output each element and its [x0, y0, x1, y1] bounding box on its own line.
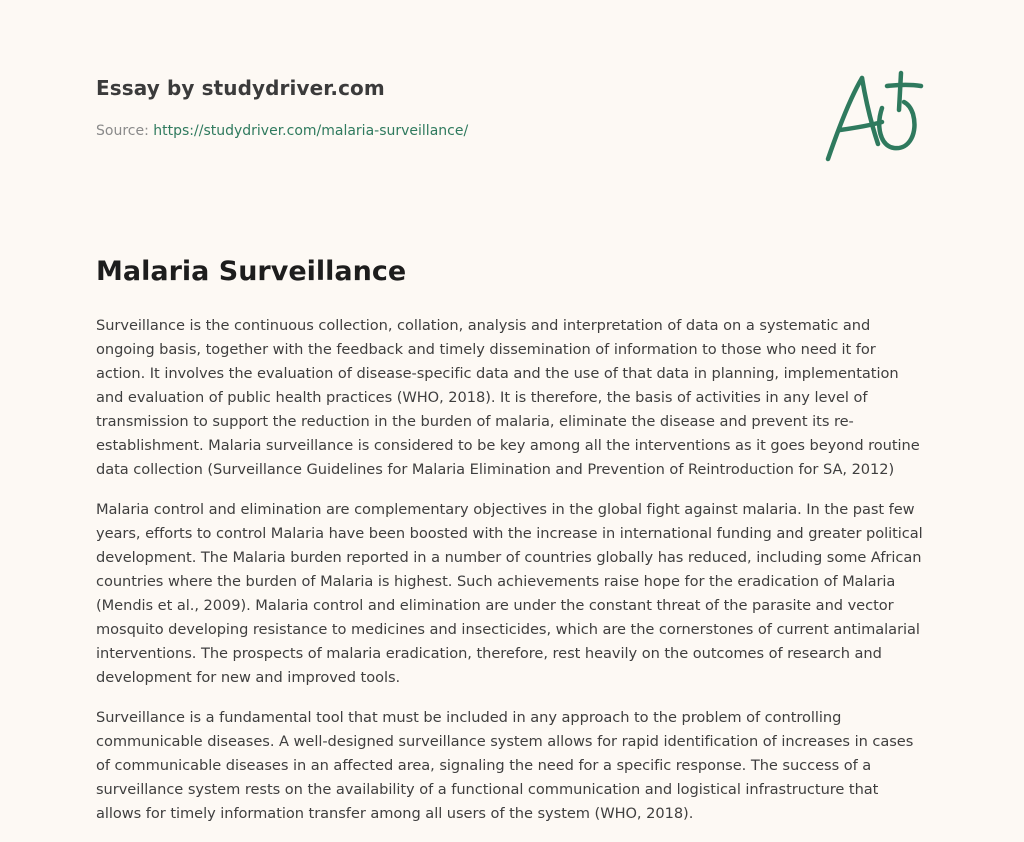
essay-paragraph: Surveillance is the continuous collection, collation, analysis and interpretation of data on a systematic and ongoing basis, together with the feedback and timely dissemination of information to those who need it for action. It involves the evaluation of disease-specific data and the use of that data in planning, implementation and evaluation of public health practices (WHO, 2018). It is therefore, the basis of activities in any level of transmission to support the reduction in the burden of malaria, eliminate the disease and prevent its re-establishment. Malaria surveillance is considered to be key among all the interventions as it goes beyond routine data collection (Surveillance Guidelines for Malaria Elimination and Prevention of Reintroduction for SA, 2012) [96, 317, 920, 478]
a-plus-logo-icon [820, 68, 924, 166]
essay-paragraph: Malaria control and elimination are complementary objectives in the global fight against malaria. In the past few years, efforts to control Malaria have been boosted with the increase in international funding and greater political development. The Malaria burden reported in a number of countries globally has reduced, including some African countries where the burden of Malaria is highest. Such achievements raise hope for the eradication of Malaria (Mendis et al., 2009). Malaria control and elimination are under the constant threat of the parasite and vector mosquito developing resistance to medicines and insecticides, which are the cornerstones of current antimalarial interventions. The prospects of malaria eradication, therefore, rest heavily on the outcomes of research and development for new and improved tools. [96, 501, 923, 686]
source-line [96, 123, 468, 139]
brand-title: Essay by studydriver.com [96, 76, 385, 100]
essay-title: Malaria Surveillance [96, 256, 407, 287]
essay-paragraph: Surveillance is a fundamental tool that must be included in any approach to the problem of controlling communicable diseases. A well-designed surveillance system allows for rapid identification of increases in cases of communicable diseases in an affected area, signaling the need for a specific response. The success of a surveillance system rests on the availability of a functional communication and logistical infrastructure that allows for timely information transfer among all users of the system (WHO, 2018). [96, 709, 914, 822]
essay-body [96, 314, 928, 842]
source-label: Source: [96, 123, 149, 139]
source-link[interactable]: https://studydriver.com/malaria-surveillance/ [153, 123, 469, 139]
